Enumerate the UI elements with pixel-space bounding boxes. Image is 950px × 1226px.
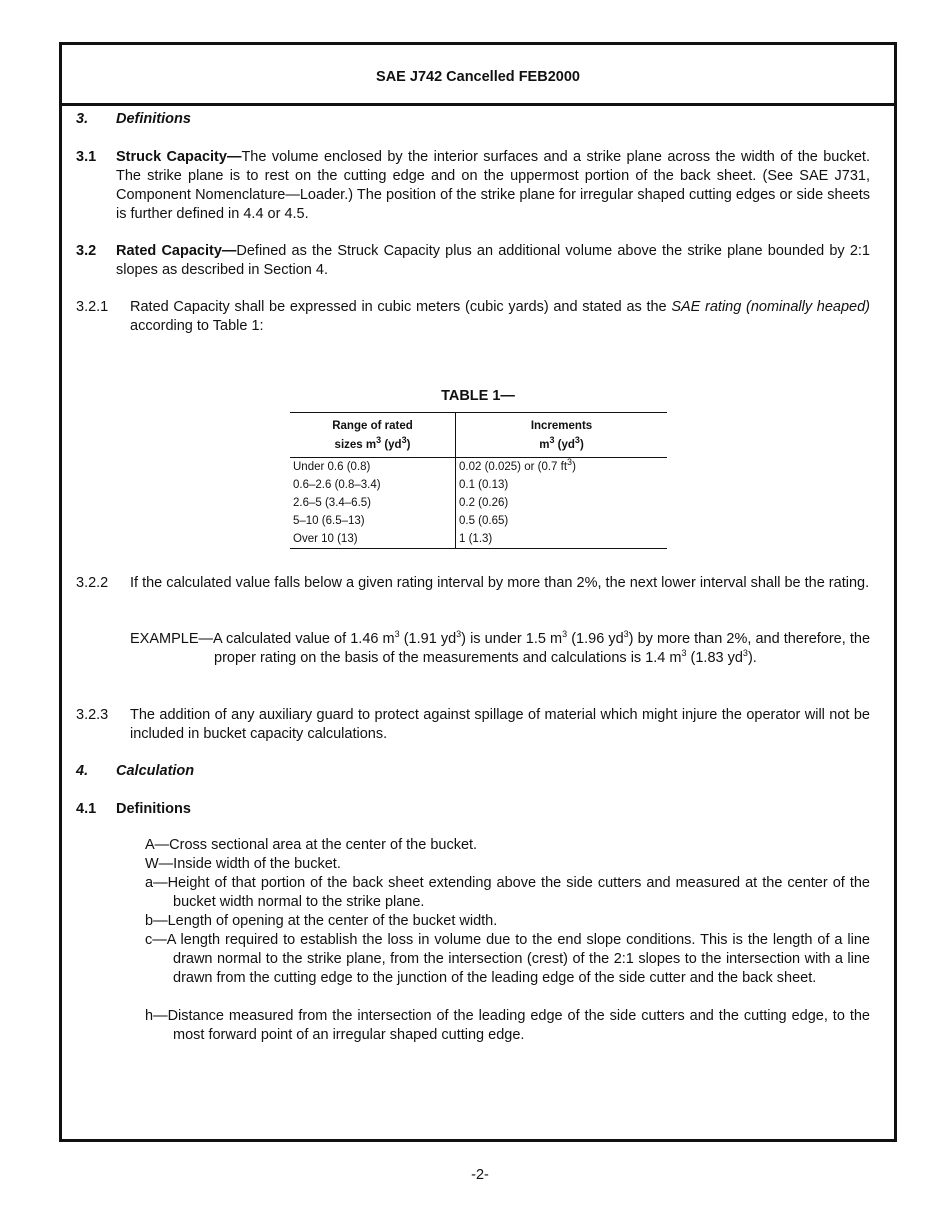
- table-header-range: [290, 413, 456, 458]
- table-cell-range: 5–10 (6.5–13): [290, 512, 456, 530]
- superscript: 3: [394, 629, 400, 640]
- table-cell-increment: 0.1 (0.13): [459, 479, 509, 491]
- table-cell-range: Under 0.6 (0.8): [290, 458, 456, 477]
- superscript: 3: [574, 435, 580, 446]
- definition-item: h—Distance measured from the intersection of the leading edge of the side cutters and the cutting edge, to the most forward point of an irregular shaped cutting edge.: [145, 1008, 870, 1043]
- clause-3-2: [116, 242, 870, 280]
- clause-title: Definitions: [116, 801, 191, 817]
- definition-item: b—Length of opening at the center of the bucket width.: [145, 913, 498, 929]
- header-line: ): [579, 439, 584, 451]
- table-cell-increment: 0.2 (0.26): [459, 497, 509, 509]
- header-line: Range of rated: [332, 420, 413, 432]
- clause-number-3-2-2: 3.2.2: [76, 575, 109, 591]
- clause-3-2-2: If the calculated value falls below a given rating interval by more than 2%, the next lower interval shall be the rating.: [130, 575, 870, 591]
- table-cell-increment: 0.5 (0.65): [459, 515, 509, 527]
- cell-text: 0.02 (0.025) or (0.7 ft: [459, 461, 568, 473]
- superscript: 3: [549, 435, 555, 446]
- example-part: (1.96 yd: [567, 631, 624, 647]
- clause-text: The volume enclosed by the interior surfaces and a strike plane across the width of the bucket. The strike plane is to rest on the cutting edge and on the uppermost portion of the back sheet. (See SAE J731, Component Nomenclature—Loader.) The position of the strike plane for irregular shaped cutting edges or side sheets is further defined in 4.4 or 4.5.: [116, 149, 870, 222]
- clause-3-1: [116, 148, 870, 224]
- table-cell-range: 2.6–5 (3.4–6.5): [290, 494, 456, 512]
- clause-text: Defined as the Struck Capacity plus an additional volume above the strike plane bounded by 2:1 slopes as described in Section 4.: [116, 243, 870, 278]
- example-part: (1.91 yd: [399, 631, 457, 647]
- header-line: m: [539, 439, 550, 451]
- example-part: ).: [747, 650, 757, 666]
- example-text: [130, 630, 870, 668]
- table-cell-range: Over 10 (13): [290, 530, 456, 549]
- superscript: 3: [623, 629, 629, 640]
- section-number: 3.: [76, 111, 89, 127]
- header-line: sizes m: [334, 439, 377, 451]
- example-part: EXAMPLE—A calculated value of 1.46 m: [130, 631, 395, 647]
- clause-number-3-2-3: 3.2.3: [76, 707, 109, 723]
- table-row: [290, 530, 667, 549]
- example-part: ) by more than 2%, and therefore, the proper rating on the basis of the measurements and calculations is 1.4 m: [214, 631, 871, 666]
- superscript: 3: [742, 648, 748, 659]
- clause-number-4-1: 4.1: [76, 801, 97, 817]
- header-band: [62, 45, 894, 106]
- table-header-increments: [456, 413, 668, 458]
- superscript: 3: [681, 648, 687, 659]
- cell-text: ): [572, 461, 576, 473]
- clause-3-2-1: [130, 298, 870, 336]
- definition-item: a—Height of that portion of the back sheet extending above the side cutters and measured at the center of the bucket width normal to the strike plane.: [145, 875, 870, 910]
- clause-number-3-2: 3.2: [76, 243, 97, 259]
- header-line: ): [406, 439, 411, 451]
- header-line: (yd: [381, 439, 402, 451]
- superscript: 3: [376, 435, 382, 446]
- definition-item: W—Inside width of the bucket.: [145, 856, 341, 872]
- header-line: (yd: [554, 439, 575, 451]
- table-title: TABLE 1—: [441, 388, 515, 404]
- section-title: Definitions: [116, 111, 191, 127]
- clause-text: according to Table 1:: [130, 318, 264, 334]
- superscript: 3: [456, 629, 462, 640]
- table-row: [290, 494, 667, 512]
- section-number: 4.: [76, 763, 89, 779]
- superscript: 3: [401, 435, 407, 446]
- table-row: [290, 512, 667, 530]
- document-title: SAE J742 Cancelled FEB2000: [376, 69, 580, 85]
- superscript: 3: [567, 457, 573, 468]
- table-row: [290, 458, 667, 477]
- example-part: (1.83 yd: [686, 650, 743, 666]
- clause-text: Rated Capacity shall be expressed in cubic meters (cubic yards) and stated as the: [130, 299, 672, 315]
- table-row: [290, 476, 667, 494]
- header-line: Increments: [530, 420, 593, 432]
- clause-number-3-1: 3.1: [76, 149, 97, 165]
- superscript: 3: [562, 629, 568, 640]
- clause-term: Struck Capacity—: [116, 149, 242, 165]
- page-number: -2-: [471, 1167, 489, 1183]
- definition-item: A—Cross sectional area at the center of the bucket.: [145, 837, 478, 853]
- example-part: ) is under 1.5 m: [461, 631, 563, 647]
- clause-term: Rated Capacity—: [116, 243, 237, 259]
- clause-number-3-2-1: 3.2.1: [76, 299, 109, 315]
- clause-3-2-3: The addition of any auxiliary guard to protect against spillage of material which might injure the operator will not be included in bucket capacity calculations.: [130, 707, 870, 742]
- capacity-table: [290, 412, 667, 549]
- table-cell-increment: [456, 458, 668, 477]
- table-cell-range: 0.6–2.6 (0.8–3.4): [290, 476, 456, 494]
- table-cell-increment: 1 (1.3): [456, 530, 668, 549]
- definition-item: c—A length required to establish the loss in volume due to the end slope conditions. This is the length of a line drawn normal to the strike plane, from the intersection (crest) of the 2:1 slopes to the intersection with a line drawn from the cutting edge to the junction of the leading edge of the side cutter and the back sheet.: [145, 932, 870, 986]
- section-title: Calculation: [116, 763, 195, 779]
- clause-italic-text: SAE rating (nominally heaped): [671, 299, 871, 315]
